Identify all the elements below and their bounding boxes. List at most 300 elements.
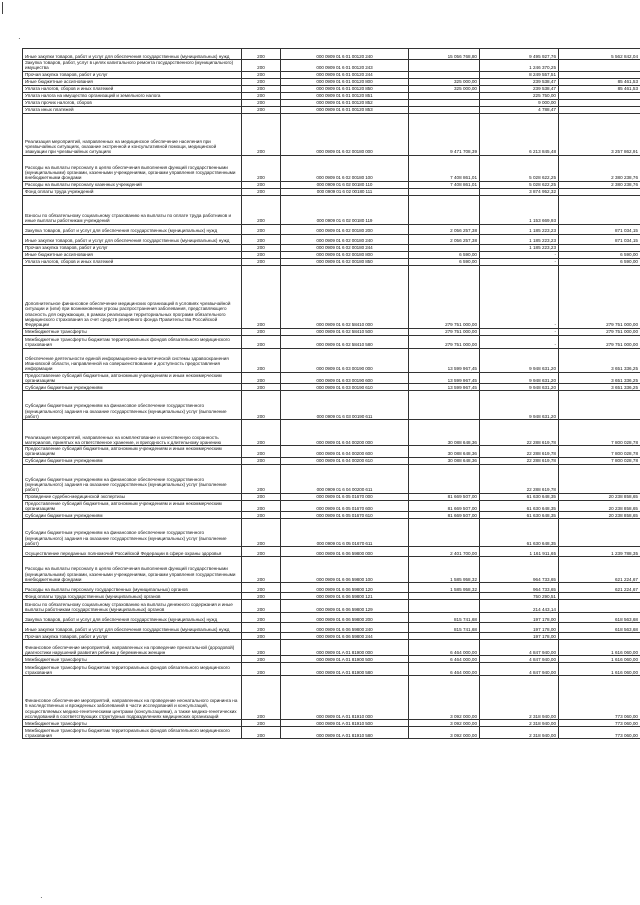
cell-v1	[409, 99, 480, 106]
cell-v2: 1 153 669,93	[480, 195, 559, 224]
cell-name: Прочая закупка товаров, работ и услуг	[23, 633, 242, 640]
cell-code: 200	[242, 583, 281, 593]
table-row	[23, 623, 640, 633]
table-row	[23, 593, 640, 600]
table-row	[23, 71, 640, 78]
cell-v2: -	[480, 265, 559, 328]
cell-code: 200	[242, 251, 281, 258]
cell-v2: 225 750,00	[480, 92, 559, 99]
cell-v2: 964 733,65	[480, 583, 559, 593]
cell-v2: 3 874 952,32	[480, 188, 559, 195]
cell-name: Реализация мероприятий, направленных на медицинское обеспечение населения при чрезвычайных ситуациях, оказание экстренной и консультативной помощи, медицинской эвакуации при чрезвычайных ситуациях	[23, 113, 242, 155]
cell-name: Субсидии бюджетным учреждениям	[23, 457, 242, 464]
cell-v3	[559, 600, 640, 613]
cell-v2: 197 178,00	[480, 623, 559, 633]
cell-code: 200	[242, 85, 281, 92]
cell-v2: 1 161 911,65	[480, 547, 559, 557]
cell-kbk: 000 0909 01 6 03 00190 610	[281, 384, 409, 391]
table-row	[23, 500, 640, 512]
cell-v2: 1 185 223,23	[480, 234, 559, 244]
cell-v1: 3 092 000,00	[409, 720, 480, 727]
table-row	[23, 633, 640, 640]
table-row	[23, 464, 640, 493]
table-row	[23, 676, 640, 720]
cell-v1: 6 464 000,00	[409, 656, 480, 663]
cell-v1	[409, 464, 480, 493]
cell-v3: 2 380 238,76	[559, 155, 640, 181]
cell-kbk: 000 0909 01 6 02 58410 000	[281, 265, 409, 328]
cell-v1: 2 401 700,00	[409, 547, 480, 557]
cell-name: Финансовое обеспечение мероприятий, направленных на проведение неонатального скрининга на 5 наследственных и врожденных заболеваний в части исследований и консультаций, осуществляемых медико-генетическими центрами (консультациями), а также медико-генетических исследований в соответствующих структурных подразделениях медицинских организаций	[23, 676, 242, 720]
cell-code: 200	[242, 78, 281, 85]
cell-code: 200	[242, 420, 281, 446]
table-row	[23, 600, 640, 613]
table-row	[23, 512, 640, 519]
cell-kbk: 000 0909 01 6 05 01670 600	[281, 500, 409, 512]
cell-v1: 279 751 000,00	[409, 265, 480, 328]
cell-code: 200	[242, 71, 281, 78]
table-row	[23, 557, 640, 583]
cell-code: 200	[242, 106, 281, 113]
cell-v3: 20 238 858,65	[559, 500, 640, 512]
cell-code: 200	[242, 188, 281, 195]
cell-code: 200	[242, 600, 281, 613]
cell-kbk: 000 0909 01 6 06 59800 240	[281, 623, 409, 633]
table-row	[23, 251, 640, 258]
cell-code: 200	[242, 457, 281, 464]
cell-v2: 2 318 940,00	[480, 727, 559, 739]
cell-name: Субсидии бюджетным учреждениям	[23, 512, 242, 519]
cell-v1	[409, 391, 480, 420]
cell-v2: 4 847 940,00	[480, 663, 559, 676]
cell-kbk: 000 0909 01 A 01 81910 500	[281, 720, 409, 727]
cell-kbk: 000 0909 01 6 06 59800 200	[281, 613, 409, 623]
cell-kbk: 000 0909 01 A 01 81910 000	[281, 676, 409, 720]
cell-v3: 1 616 060,00	[559, 663, 640, 676]
cell-v3: 7 800 028,78	[559, 420, 640, 446]
cell-v1: 1 585 958,32	[409, 557, 480, 583]
cell-name: Уплата налогов, сборов и иных платежей	[23, 258, 242, 265]
cell-code: 200	[242, 519, 281, 547]
table-row	[23, 328, 640, 335]
table-row	[23, 663, 640, 676]
cell-v1	[409, 633, 480, 640]
cell-v3: 621 224,67	[559, 583, 640, 593]
cell-v3: 6 590,00	[559, 258, 640, 265]
cell-name: Закупка товаров, работ, услуг в целях капитального ремонта государственного (муниципального) имущества	[23, 60, 242, 72]
cell-v1: 30 088 648,36	[409, 457, 480, 464]
cell-v3	[559, 71, 640, 78]
cell-v3: 2 380 238,76	[559, 181, 640, 188]
cell-name: Субсидии бюджетным учреждениям на финансовое обеспечение государственного (муниципального) задания на оказание государственных (муниципальных) услуг (выполнение работ)	[23, 519, 242, 547]
cell-v3	[559, 99, 640, 106]
cell-v1: 6 590,00	[409, 258, 480, 265]
cell-v2: 9 948 631,20	[480, 391, 559, 420]
cell-kbk: 000 0909 01 6 01 00120 851	[281, 92, 409, 99]
cell-v3	[559, 92, 640, 99]
cell-name: Иные бюджетные ассигнования	[23, 251, 242, 258]
cell-v1: 325 000,00	[409, 78, 480, 85]
cell-v2: 61 630 648,35	[480, 512, 559, 519]
cell-v1: 815 741,68	[409, 623, 480, 633]
cell-v1	[409, 600, 480, 613]
cell-kbk: 000 0909 01 A 01 81900 000	[281, 640, 409, 656]
cell-v3	[559, 60, 640, 72]
cell-v3: 3 651 336,25	[559, 384, 640, 391]
cell-v1	[409, 60, 480, 72]
cell-v1: 9 471 708,39	[409, 113, 480, 155]
cell-v3: 6 590,00	[559, 251, 640, 258]
cell-name: Субсидии бюджетным учреждениям на финансовое обеспечение государственного (муниципального) задания на оказание государственных (муниципальных) услуг (выполнение работ)	[23, 391, 242, 420]
cell-code: 200	[242, 234, 281, 244]
cell-v2: 239 538,47	[480, 85, 559, 92]
cell-v2: 750 290,51	[480, 593, 559, 600]
cell-kbk: 000 0909 01 6 01 00120 852	[281, 99, 409, 106]
cell-kbk: 000 0909 01 6 02 00180 000	[281, 113, 409, 155]
cell-kbk: 000 0909 01 6 02 00180 240	[281, 234, 409, 244]
cell-name: Осуществление переданных полномочий Российской Федерации в сфере охраны здоровья	[23, 547, 242, 557]
cell-v3: 279 751 000,00	[559, 328, 640, 335]
cell-v2: 8 249 557,51	[480, 71, 559, 78]
table-row	[23, 188, 640, 195]
table-row	[23, 78, 640, 85]
cell-name: Иные бюджетные ассигнования	[23, 78, 242, 85]
cell-name: Взносы по обязательному социальному страхованию на выплаты денежного содержания и иные выплаты работникам государственных (муниципальных) органов	[23, 600, 242, 613]
cell-v3: 3 651 336,25	[559, 348, 640, 372]
cell-kbk: 000 0909 01 6 01 00120 853	[281, 106, 409, 113]
cell-v3	[559, 519, 640, 547]
cell-code: 200	[242, 656, 281, 663]
cell-name: Межбюджетные трансферты	[23, 720, 242, 727]
cell-code: 200	[242, 613, 281, 623]
table-row	[23, 265, 640, 328]
cell-code: 200	[242, 633, 281, 640]
cell-kbk: 000 0909 01 6 02 00180 244	[281, 244, 409, 251]
cell-v3: 279 751 000,00	[559, 335, 640, 348]
cell-name: Уплата прочих налогов, сборов	[23, 99, 242, 106]
cell-code: 200	[242, 500, 281, 512]
cell-v3: 621 224,67	[559, 557, 640, 583]
table-row	[23, 613, 640, 623]
cell-v3: 618 563,68	[559, 623, 640, 633]
cell-kbk: 000 0909 01 6 02 00180 800	[281, 251, 409, 258]
cell-code: 200	[242, 676, 281, 720]
cell-code: 200	[242, 464, 281, 493]
cell-name: Прочая закупка товаров, работ и услуг	[23, 244, 242, 251]
cell-code: 200	[242, 224, 281, 234]
cell-v2: 4 847 940,00	[480, 656, 559, 663]
cell-code: 200	[242, 328, 281, 335]
table-row	[23, 547, 640, 557]
cell-name: Межбюджетные трансферты	[23, 328, 242, 335]
cell-v3: 871 034,15	[559, 234, 640, 244]
cell-v1: 30 088 648,36	[409, 446, 480, 458]
cell-v2: 6 213 845,48	[480, 113, 559, 155]
cell-v3	[559, 593, 640, 600]
cell-name: Иные закупки товаров, работ и услуг для обеспечения государственных (муниципальных) нужд	[23, 623, 242, 633]
table-row	[23, 258, 640, 265]
table-row	[23, 49, 640, 60]
cell-code: 200	[242, 49, 281, 60]
cell-kbk: 000 0909 01 A 01 81900 500	[281, 656, 409, 663]
cell-v1: 81 669 507,00	[409, 512, 480, 519]
cell-code: 200	[242, 623, 281, 633]
cell-name: Межбюджетные трансферты бюджетам территориальных фондов обязательного медицинского страхования	[23, 335, 242, 348]
cell-v3: 1 616 060,00	[559, 640, 640, 656]
cell-v2: 61 630 648,35	[480, 519, 559, 547]
cell-kbk: 000 0909 01 6 06 59800 000	[281, 547, 409, 557]
cell-name: Расходы на выплаты персоналу в целях обеспечения выполнения функций государственными (муниципальными) органами, казенными учреждениями, органами управления государственными внебюджетными фондами	[23, 155, 242, 181]
cell-kbk: 000 0909 01 6 03 00190 000	[281, 348, 409, 372]
table-row	[23, 656, 640, 663]
cell-kbk: 000 0909 01 6 02 00180 200	[281, 224, 409, 234]
cell-v1	[409, 188, 480, 195]
table-row	[23, 234, 640, 244]
cell-name: Межбюджетные трансферты бюджетам территориальных фондов обязательного медицинского страхования	[23, 727, 242, 739]
table-row	[23, 519, 640, 547]
cell-kbk: 000 0909 01 6 04 00200 611	[281, 464, 409, 493]
cell-v2: 1 246 370,25	[480, 60, 559, 72]
cell-v2: 239 538,47	[480, 78, 559, 85]
table-row	[23, 727, 640, 739]
cell-v1: 3 092 000,00	[409, 727, 480, 739]
cell-v3: 773 060,00	[559, 727, 640, 739]
cell-v2: 5 028 622,25	[480, 155, 559, 181]
cell-kbk: 000 0909 01 6 05 01670 000	[281, 493, 409, 500]
scan-dot: ·	[18, 34, 21, 43]
cell-name: Проведение судебно-медицинской экспертизы	[23, 493, 242, 500]
cell-code: 200	[242, 335, 281, 348]
cell-name: Уплата налогов, сборов и иных платежей	[23, 85, 242, 92]
cell-v2: 9 948 631,20	[480, 384, 559, 391]
cell-v2: -	[480, 328, 559, 335]
table-row	[23, 348, 640, 372]
cell-v1: 815 741,68	[409, 613, 480, 623]
cell-v1	[409, 92, 480, 99]
cell-v2: 2 318 940,00	[480, 676, 559, 720]
table-row	[23, 420, 640, 446]
cell-code: 200	[242, 663, 281, 676]
cell-code: 200	[242, 547, 281, 557]
cell-v3	[559, 195, 640, 224]
cell-name: Межбюджетные трансферты	[23, 656, 242, 663]
cell-v3: 7 800 028,78	[559, 446, 640, 458]
cell-v3: 279 751 000,00	[559, 265, 640, 328]
cell-v3: 773 060,00	[559, 720, 640, 727]
cell-v2: 197 178,00	[480, 633, 559, 640]
table-row	[23, 106, 640, 113]
cell-kbk: 000 0909 01 6 02 58410 580	[281, 335, 409, 348]
cell-kbk: 000 0909 01 6 02 00180 111	[281, 188, 409, 195]
cell-v1	[409, 195, 480, 224]
cell-kbk: 000 0909 01 6 02 58410 500	[281, 328, 409, 335]
table-row	[23, 195, 640, 224]
cell-v1: 3 092 000,00	[409, 676, 480, 720]
cell-code: 200	[242, 384, 281, 391]
cell-code: 200	[242, 348, 281, 372]
cell-v3: 7 800 028,78	[559, 457, 640, 464]
cell-kbk: 000 0909 01 6 05 01670 610	[281, 512, 409, 519]
table-row	[23, 391, 640, 420]
cell-name: Прочая закупка товаров, работ и услуг	[23, 71, 242, 78]
cell-v2: -	[480, 335, 559, 348]
cell-v3	[559, 633, 640, 640]
cell-name: Расходы на выплаты персоналу государственных (муниципальных) органов	[23, 583, 242, 593]
cell-v3: 773 060,00	[559, 676, 640, 720]
cell-v2: -	[480, 258, 559, 265]
cell-code: 200	[242, 720, 281, 727]
cell-v2: 9 948 631,20	[480, 348, 559, 372]
cell-kbk: 000 0909 01 A 01 81900 580	[281, 663, 409, 676]
cell-code: 200	[242, 372, 281, 384]
cell-kbk: 000 0909 01 6 01 00120 244	[281, 71, 409, 78]
cell-v2: 22 288 619,78	[480, 420, 559, 446]
cell-v3: 5 562 842,04	[559, 49, 640, 60]
cell-code: 200	[242, 181, 281, 188]
cell-v2: 197 178,00	[480, 613, 559, 623]
cell-kbk: 000 0909 01 6 06 59800 129	[281, 600, 409, 613]
cell-v3	[559, 391, 640, 420]
table-row	[23, 640, 640, 656]
cell-name: Уплата иных платежей	[23, 106, 242, 113]
cell-v2: 22 288 619,78	[480, 446, 559, 458]
cell-v3: 85 461,53	[559, 85, 640, 92]
cell-name: Уплата налога на имущество организаций и земельного налога	[23, 92, 242, 99]
cell-name: Фонд оплаты труда государственных (муниципальных) органов	[23, 593, 242, 600]
cell-name: Дополнительное финансовое обеспечение медицинских организаций в условиях чрезвычайной ситуации и (или) при возникновении угрозы распространения заболевания, представляющего опасность для окружающих, в рамках реализации территориальных программ обязательного медицинского страхования за счет средств резервного фонда Правительства Российской Федерации	[23, 265, 242, 328]
cell-kbk: 000 0909 01 6 04 00200 000	[281, 420, 409, 446]
cell-name: Иные закупки товаров, работ и услуг для обеспечения государственных (муниципальных) нужд	[23, 49, 242, 60]
cell-code: 200	[242, 593, 281, 600]
cell-kbk: 000 0909 01 6 06 59800 244	[281, 633, 409, 640]
cell-name: Расходы на выплаты персоналу в целях обеспечения выполнения функций государственными (муниципальными) органами, казенными учреждениями, органами управления государственными внебюджетными фондами	[23, 557, 242, 583]
cell-v1: 13 599 967,45	[409, 348, 480, 372]
cell-v1: 7 408 861,01	[409, 181, 480, 188]
table-row	[23, 181, 640, 188]
cell-v3: 20 238 858,65	[559, 512, 640, 519]
cell-v3: 3 257 862,91	[559, 113, 640, 155]
cell-v1	[409, 244, 480, 251]
cell-kbk: 000 0909 01 6 06 59800 100	[281, 557, 409, 583]
cell-name: Иные закупки товаров, работ и услуг для обеспечения государственных (муниципальных) нужд	[23, 234, 242, 244]
cell-code: 200	[242, 99, 281, 106]
table-row	[23, 92, 640, 99]
cell-v1	[409, 71, 480, 78]
cell-v2: 61 630 648,35	[480, 500, 559, 512]
cell-code: 200	[242, 391, 281, 420]
cell-v2: 4 847 940,00	[480, 640, 559, 656]
table-row	[23, 60, 640, 72]
cell-kbk: 000 0909 01 6 02 00180 110	[281, 181, 409, 188]
cell-v1	[409, 593, 480, 600]
cell-v3	[559, 464, 640, 493]
cell-kbk: 000 0909 01 6 06 59800 121	[281, 593, 409, 600]
cell-v1: 325 000,00	[409, 85, 480, 92]
cell-kbk: 000 0909 01 6 03 00190 611	[281, 391, 409, 420]
scan-margin-mark	[2, 2, 6, 14]
cell-v3: 20 238 858,65	[559, 493, 640, 500]
cell-v3: 85 461,53	[559, 78, 640, 85]
cell-v1: 6 590,00	[409, 251, 480, 258]
cell-v1: 30 088 648,36	[409, 420, 480, 446]
cell-v1: 6 464 000,00	[409, 640, 480, 656]
cell-kbk: 000 0909 01 6 02 00180 100	[281, 155, 409, 181]
cell-v1: 15 056 768,80	[409, 49, 480, 60]
cell-v2: 9 495 927,76	[480, 49, 559, 60]
cell-code: 200	[242, 244, 281, 251]
table-row	[23, 457, 640, 464]
cell-v2: 61 630 648,35	[480, 493, 559, 500]
cell-v1: 279 751 000,00	[409, 328, 480, 335]
cell-code: 200	[242, 92, 281, 99]
budget-execution-table	[22, 48, 640, 739]
cell-v1: 13 599 967,45	[409, 372, 480, 384]
cell-kbk: 000 0909 01 6 04 00200 600	[281, 446, 409, 458]
cell-kbk: 000 0909 01 6 03 00190 600	[281, 372, 409, 384]
cell-name: Расходы на выплаты персоналу казенных учреждений	[23, 181, 242, 188]
cell-code: 200	[242, 195, 281, 224]
cell-name: Субсидии бюджетным учреждениям	[23, 384, 242, 391]
cell-kbk: 000 0909 01 6 04 00200 610	[281, 457, 409, 464]
cell-v2: 9 948 631,20	[480, 372, 559, 384]
cell-name: Обеспечение деятельности единой информационно-аналитической системы здравоохранения Ивановской области, направленной на совершенствование и доступность предоставления информации	[23, 348, 242, 372]
cell-v1: 13 599 967,45	[409, 384, 480, 391]
cell-v1: 81 669 507,00	[409, 500, 480, 512]
scan-dot: ·	[40, 893, 43, 902]
cell-v2: 5 028 622,25	[480, 181, 559, 188]
cell-v1: 1 585 958,32	[409, 583, 480, 593]
cell-kbk: 000 0909 01 6 01 00120 850	[281, 85, 409, 92]
cell-code: 200	[242, 258, 281, 265]
cell-code: 200	[242, 60, 281, 72]
cell-code: 200	[242, 512, 281, 519]
table-row	[23, 335, 640, 348]
table-row	[23, 583, 640, 593]
cell-v2: 964 733,65	[480, 557, 559, 583]
cell-v3	[559, 244, 640, 251]
table-row	[23, 493, 640, 500]
table-row	[23, 99, 640, 106]
cell-v1: 2 056 257,38	[409, 224, 480, 234]
cell-kbk: 000 0909 01 6 01 00120 800	[281, 78, 409, 85]
cell-v2: 22 288 619,78	[480, 464, 559, 493]
cell-v2: 22 288 619,78	[480, 457, 559, 464]
cell-name: Межбюджетные трансферты бюджетам территориальных фондов обязательного медицинского страхования	[23, 663, 242, 676]
cell-name: Взносы по обязательному социальному страхованию на выплаты по оплате труда работников и иные выплаты работникам учреждений	[23, 195, 242, 224]
cell-code: 200	[242, 493, 281, 500]
cell-v1	[409, 519, 480, 547]
cell-v1: 81 669 507,00	[409, 493, 480, 500]
cell-name: Субсидии бюджетным учреждениям на финансовое обеспечение государственного (муниципального) задания на оказание государственных (муниципальных) услуг (выполнение работ)	[23, 464, 242, 493]
cell-name: Предоставление субсидий бюджетным, автономным учреждениям и иным некоммерческим организациям	[23, 446, 242, 458]
cell-kbk: 000 0909 01 A 01 81910 580	[281, 727, 409, 739]
table-row	[23, 224, 640, 234]
cell-name: Реализация мероприятий, направленных на комплектование и качественную сохранность материалов, принятых на ответственное хранение, и пригодность к длительному хранению	[23, 420, 242, 446]
table-row	[23, 384, 640, 391]
cell-v3: 1 616 060,00	[559, 656, 640, 663]
cell-v2: 2 318 940,00	[480, 720, 559, 727]
cell-v3: 1 239 788,35	[559, 547, 640, 557]
cell-v1	[409, 106, 480, 113]
cell-v3: 618 563,68	[559, 613, 640, 623]
table-row	[23, 244, 640, 251]
cell-kbk: 000 0909 01 6 05 01670 611	[281, 519, 409, 547]
cell-kbk: 000 0909 01 6 01 00120 240	[281, 49, 409, 60]
cell-kbk: 000 0909 01 6 01 00120 243	[281, 60, 409, 72]
cell-name: Закупка товаров, работ и услуг для обеспечения государственных (муниципальных) нужд	[23, 224, 242, 234]
cell-v1: 7 408 861,01	[409, 155, 480, 181]
cell-name: Финансовое обеспечение мероприятий, направленных на проведение пренатальной (дородовой) диагностики нарушений развития ребенка у беременных женщин	[23, 640, 242, 656]
